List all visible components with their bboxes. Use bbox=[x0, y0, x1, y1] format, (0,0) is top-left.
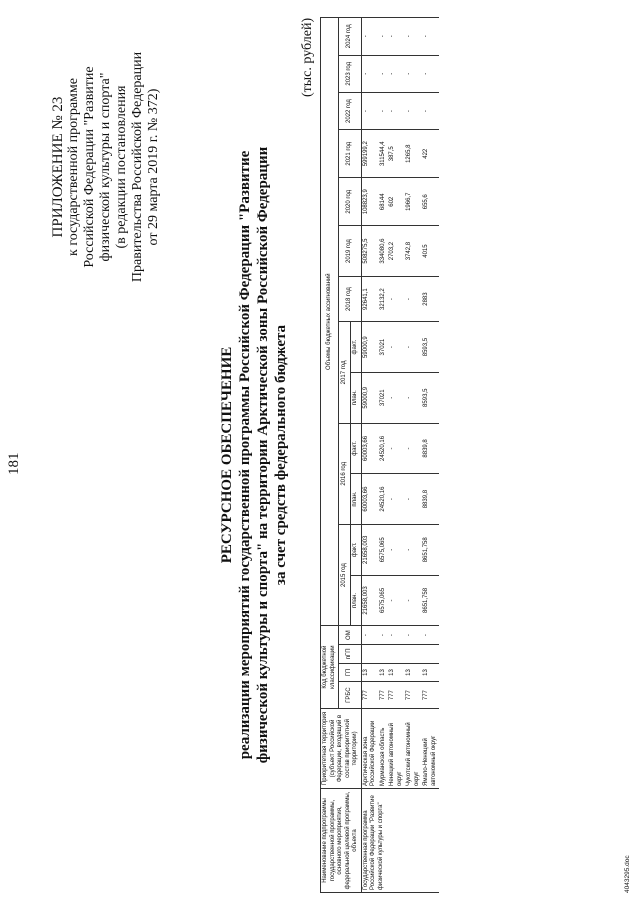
cell-value: 6575,065 bbox=[379, 575, 389, 626]
cell-value: 24520,16 bbox=[379, 423, 389, 474]
cell-territory: Арктическая зона Российской Федерации bbox=[361, 708, 379, 788]
cell-value: - bbox=[388, 423, 405, 474]
table-row bbox=[422, 18, 439, 893]
cell-value: - bbox=[361, 18, 379, 56]
cell-value: 32132,2 bbox=[379, 276, 389, 321]
cell-value: 1265,8 bbox=[405, 130, 422, 178]
cell-value: 602 bbox=[388, 178, 405, 226]
cell-value: 311544,4 bbox=[379, 130, 389, 178]
cell-value: 8651,758 bbox=[422, 575, 439, 626]
header-2020: 2020 год bbox=[339, 178, 362, 226]
cell-value: - bbox=[388, 276, 405, 321]
cell-value: 2883 bbox=[422, 276, 439, 321]
cell-value: - bbox=[388, 322, 405, 373]
table-body bbox=[361, 18, 439, 893]
header-name: Наименование подпрограммы государственной программы, основного мероприятия, федеральной целевой программы, объекта bbox=[321, 788, 362, 892]
header-plan-2016: план. bbox=[351, 474, 362, 525]
header-2019: 2019 год bbox=[339, 226, 362, 277]
cell-value: 387,5 bbox=[388, 130, 405, 178]
cell-value: - bbox=[405, 18, 422, 56]
title-line: за счет средств федерального бюджета bbox=[273, 324, 289, 586]
cell-gp: 13 bbox=[422, 663, 439, 682]
header-2021: 2021 год bbox=[339, 130, 362, 178]
appendix-line: физической культуры и спорта" bbox=[98, 72, 113, 262]
header-fact-2017: факт. bbox=[351, 322, 362, 373]
cell-value: 37021 bbox=[379, 322, 389, 373]
cell-value: - bbox=[388, 524, 405, 575]
cell-value: 60003,66 bbox=[361, 423, 379, 474]
cell-value: 8651,758 bbox=[422, 524, 439, 575]
header-grbs: ГРБС bbox=[339, 682, 362, 709]
cell-value: - bbox=[422, 92, 439, 129]
appendix-line: к государственной программе bbox=[66, 78, 81, 256]
cell-territory: Ямало-Ненецкий автономный округ bbox=[422, 708, 439, 788]
cell-pgp bbox=[388, 644, 405, 663]
header-om: ОМ bbox=[339, 626, 362, 645]
cell-value: - bbox=[361, 92, 379, 129]
header-2016: 2016 год bbox=[339, 423, 351, 524]
cell-value: 3742,8 bbox=[405, 226, 422, 277]
units-label: (тыс. рублей) bbox=[300, 17, 315, 97]
cell-value: 508275,5 bbox=[361, 226, 379, 277]
cell-value: 334080,6 bbox=[379, 226, 389, 277]
cell-value: 37021 bbox=[379, 372, 389, 423]
header-volume-group: Объемы бюджетных ассигнований bbox=[321, 18, 339, 626]
cell-grbs: 777 bbox=[422, 682, 439, 709]
cell-gp: 13 bbox=[361, 663, 379, 682]
header-plan-2015: план. bbox=[351, 575, 362, 626]
title-line: РЕСУРСНОЕ ОБЕСПЕЧЕНИЕ bbox=[219, 346, 235, 564]
cell-value: - bbox=[388, 18, 405, 56]
cell-grbs: 777 bbox=[405, 682, 422, 709]
cell-om: - bbox=[379, 626, 389, 645]
cell-value: 8593,5 bbox=[422, 322, 439, 373]
header-2023: 2023 год bbox=[339, 55, 362, 92]
header-fact-2015: факт. bbox=[351, 524, 362, 575]
header-plan-2017: план. bbox=[351, 372, 362, 423]
appendix-block bbox=[50, 17, 162, 317]
cell-value: - bbox=[405, 55, 422, 92]
table-row bbox=[388, 18, 405, 893]
cell-value: - bbox=[361, 55, 379, 92]
appendix-line: (в редакции постановления bbox=[114, 85, 129, 249]
cell-om: - bbox=[361, 626, 379, 645]
header-code-group: Код бюджетной классификации bbox=[321, 626, 339, 709]
cell-value: - bbox=[422, 18, 439, 56]
cell-value: 24520,16 bbox=[379, 474, 389, 525]
cell-value: 8839,8 bbox=[422, 474, 439, 525]
cell-value: 4015 bbox=[422, 226, 439, 277]
cell-value: 21658,003 bbox=[361, 575, 379, 626]
cell-value: - bbox=[388, 372, 405, 423]
cell-value: - bbox=[388, 55, 405, 92]
cell-value: - bbox=[405, 322, 422, 373]
title-line: физической культуры и спорта" на территории Арктической зоны Российской Федерации bbox=[255, 146, 271, 764]
cell-om: - bbox=[388, 626, 405, 645]
cell-value: 60003,66 bbox=[361, 474, 379, 525]
cell-om: - bbox=[422, 626, 439, 645]
header-2017: 2017 год bbox=[339, 322, 351, 423]
cell-value: - bbox=[388, 575, 405, 626]
cell-value: - bbox=[405, 474, 422, 525]
cell-value: 655,6 bbox=[422, 178, 439, 226]
cell-value: - bbox=[422, 55, 439, 92]
cell-value: - bbox=[388, 92, 405, 129]
cell-territory: Чукотский автономный округ bbox=[405, 708, 422, 788]
cell-territory: Ненецкий автономный округ bbox=[388, 708, 405, 788]
cell-value: 92641,1 bbox=[361, 276, 379, 321]
cell-value: 8839,8 bbox=[422, 423, 439, 474]
cell-value: 2703,2 bbox=[388, 226, 405, 277]
header-territory: Приоритетная территория (субъект Российской Федерации, входящий в состав приоритетной территории) bbox=[321, 708, 362, 788]
cell-pgp bbox=[422, 644, 439, 663]
cell-grbs: 777 bbox=[361, 682, 379, 709]
cell-pgp bbox=[361, 644, 379, 663]
cell-om: - bbox=[405, 626, 422, 645]
cell-value: - bbox=[379, 92, 389, 129]
header-2018: 2018 год bbox=[339, 276, 362, 321]
cell-value: 68144 bbox=[379, 178, 389, 226]
cell-value: - bbox=[379, 18, 389, 56]
cell-gp: 13 bbox=[388, 663, 405, 682]
cell-value: - bbox=[379, 55, 389, 92]
cell-grbs: 777 bbox=[379, 682, 389, 709]
cell-value: - bbox=[388, 474, 405, 525]
cell-value: - bbox=[405, 372, 422, 423]
table-row bbox=[361, 18, 379, 893]
table-row bbox=[405, 18, 422, 893]
appendix-line: от 29 марта 2019 г. № 372) bbox=[146, 88, 161, 246]
cell-pgp bbox=[379, 644, 389, 663]
resource-table bbox=[320, 17, 439, 893]
header-2024: 2024 год bbox=[339, 18, 362, 56]
header-2015: 2015 год bbox=[339, 524, 351, 625]
appendix-line: Правительства Российской Федерации bbox=[130, 51, 145, 283]
cell-pgp bbox=[405, 644, 422, 663]
header-2022: 2022 год bbox=[339, 92, 362, 129]
cell-value: 108823,9 bbox=[361, 178, 379, 226]
footer-filename: 4043295.doc bbox=[624, 855, 631, 893]
cell-value: - bbox=[405, 92, 422, 129]
document-title bbox=[218, 125, 290, 785]
cell-value: 6575,065 bbox=[379, 524, 389, 575]
header-pgp: пГП bbox=[339, 644, 362, 663]
cell-value: - bbox=[405, 575, 422, 626]
cell-grbs: 777 bbox=[388, 682, 405, 709]
cell-value: 59000,9 bbox=[361, 322, 379, 373]
cell-value: 8593,5 bbox=[422, 372, 439, 423]
table-row bbox=[379, 18, 389, 893]
cell-value: - bbox=[405, 276, 422, 321]
cell-value: 21658,003 bbox=[361, 524, 379, 575]
cell-gp: 13 bbox=[405, 663, 422, 682]
page-number: 181 bbox=[6, 452, 22, 475]
cell-value: - bbox=[405, 423, 422, 474]
appendix-title: ПРИЛОЖЕНИЕ № 23 bbox=[50, 96, 66, 238]
header-fact-2016: факт. bbox=[351, 423, 362, 474]
program-name: Государственная программа Российской Федерации "Развитие физической культуры и спорта" bbox=[361, 788, 439, 892]
cell-value: 422 bbox=[422, 130, 439, 178]
cell-value: 599199,2 bbox=[361, 130, 379, 178]
title-line: реализации мероприятий государственной программы Российской Федерации "Развитие bbox=[237, 150, 253, 760]
appendix-line: Российской Федерации "Развитие bbox=[82, 66, 97, 268]
header-gp: ГП bbox=[339, 663, 362, 682]
cell-gp: 13 bbox=[379, 663, 389, 682]
cell-value: - bbox=[405, 524, 422, 575]
cell-value: 1966,7 bbox=[405, 178, 422, 226]
cell-territory: Мурманская область bbox=[379, 708, 389, 788]
cell-value: 59000,9 bbox=[361, 372, 379, 423]
